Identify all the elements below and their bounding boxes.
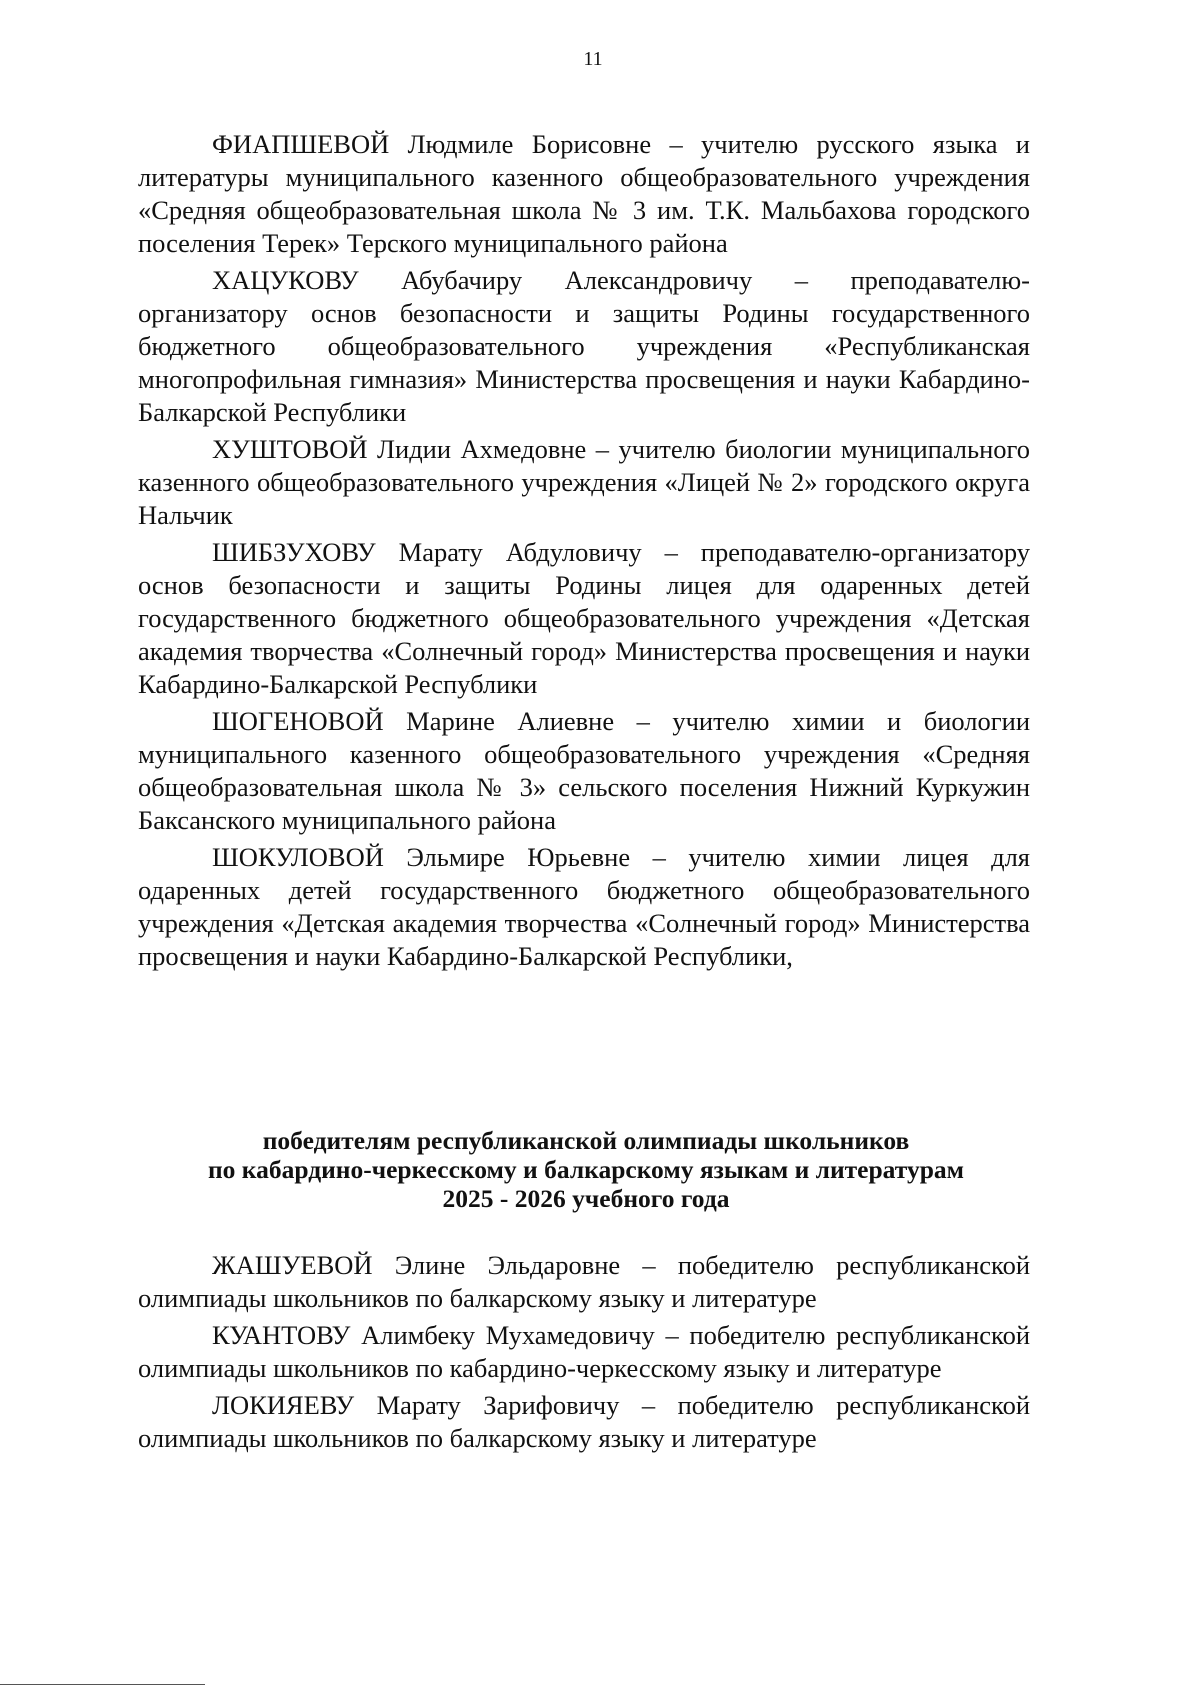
awardee-surname: ХУШТОВОЙ <box>212 434 368 464</box>
section-heading-line-1: победителям республиканской олимпиады школьников <box>262 1126 910 1155</box>
awardee-entry <box>138 1389 1030 1455</box>
awardee-details: Абубачиру Александровичу – преподавателю-организатору основ безопасности и защиты Родины государственного бюджетного общеобразовательного учреждения «Республиканская многопрофильная гимназия» Министерства просвещения и науки Кабардино-Балкарской Республики <box>138 265 1031 427</box>
awardee-details: Элине Эльдаровне – победителю республиканской олимпиады школьников по балкарскому языку и литературе <box>138 1250 1031 1313</box>
awardee-details: Эльмире Юрьевне – учителю химии лицея для одаренных детей государственного бюджетного общеобразовательного учреждения «Детская академия творчества «Солнечный город» Министерства просвещения и науки Кабардино-Балкарской Республики, <box>138 842 1030 971</box>
awardee-details: Марине Алиевне – учителю химии и биологии муниципального казенного общеобразовательного учреждения «Средняя общеобразовательная школа № 3» сельского поселения Нижний Куркужин Баксанского муниципального района <box>138 706 1031 835</box>
awardee-entry <box>138 433 1030 532</box>
awardee-surname: ЖАШУЕВОЙ <box>212 1250 373 1280</box>
awardee-details: Людмиле Борисовне – учителю русского языка и литературы муниципального казенного общеобразовательного учреждения «Средняя общеобразовательная школа № 3 им. Т.К. Мальбахова городского поселения Терек» Терского муниципального района <box>138 129 1030 258</box>
awardee-surname: ХАЦУКОВУ <box>212 265 359 295</box>
awardee-details: Марату Зарифовичу – победителю республиканской олимпиады школьников по балкарскому языку и литературе <box>138 1390 1031 1453</box>
awardee-surname: ШИБЗУХОВУ <box>212 537 376 567</box>
footer-divider <box>0 1684 205 1685</box>
awardee-list-teachers <box>138 128 1030 977</box>
section-heading-line-2: по кабардино-черкесскому и балкарскому языкам и литературам <box>207 1155 964 1184</box>
awardee-entry <box>138 705 1030 837</box>
section-heading <box>140 1126 1032 1213</box>
awardee-entry <box>138 264 1030 429</box>
awardee-surname: ШОГЕНОВОЙ <box>212 706 384 736</box>
awardee-surname: ФИАПШЕВОЙ <box>212 129 390 159</box>
awardee-entry <box>138 128 1030 260</box>
awardee-entry <box>138 1249 1030 1315</box>
awardee-surname: ЛОКИЯЕВУ <box>212 1390 355 1420</box>
awardee-details: Алимбеку Мухамедовичу – победителю республиканской олимпиады школьников по кабардино-черкесскому языку и литературе <box>138 1320 1030 1383</box>
awardee-entry <box>138 1319 1030 1385</box>
awardee-details: Лидии Ахмедовне – учителю биологии муниципального казенного общеобразовательного учреждения «Лицей № 2» городского округа Нальчик <box>138 434 1030 530</box>
awardee-surname: ШОКУЛОВОЙ <box>212 842 384 872</box>
section-heading-line-3: 2025 - 2026 учебного года <box>442 1184 730 1213</box>
awardee-entry <box>138 841 1030 973</box>
page-number: 11 <box>583 48 603 70</box>
awardee-surname: КУАНТОВУ <box>212 1320 351 1350</box>
awardee-entry <box>138 536 1030 701</box>
awardee-list-olympiad-winners <box>138 1249 1030 1459</box>
awardee-details: Марату Абдуловичу – преподавателю-организатору основ безопасности и защиты Родины лицея для одаренных детей государственного бюджетного общеобразовательного учреждения «Детская академия творчества «Солнечный город» Министерства просвещения и науки Кабардино-Балкарской Республики <box>138 537 1030 699</box>
